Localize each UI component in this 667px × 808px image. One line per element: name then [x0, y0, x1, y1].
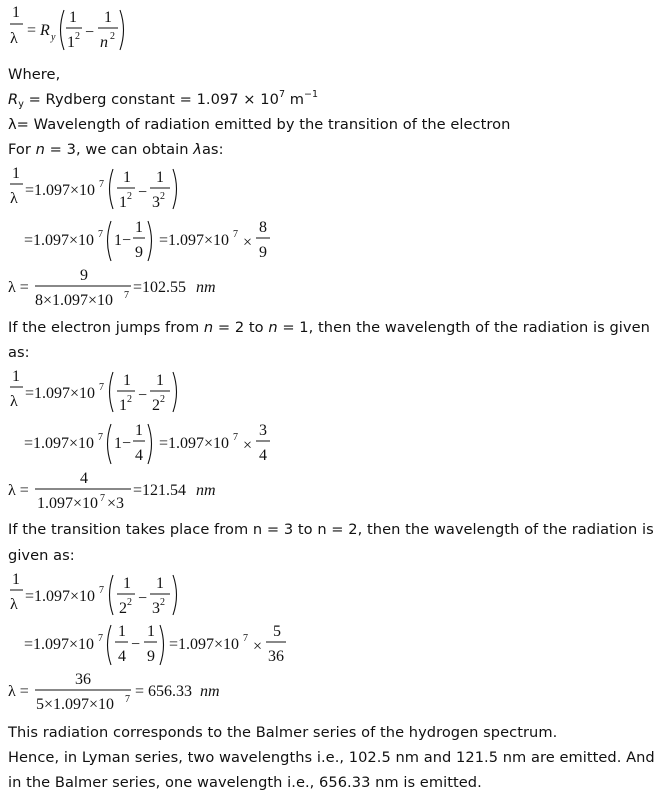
eq4a-exp: 7 — [99, 585, 104, 596]
eq3a-rparen — [173, 372, 177, 412]
n3-pre: For — [8, 141, 36, 158]
eq2b-rden: 9 — [259, 244, 267, 261]
eq4b-minus: − — [131, 636, 141, 653]
rydberg-formula — [0, 0, 200, 60]
eq2b-fnum: 1 — [135, 219, 143, 236]
eq4c-num: 36 — [75, 671, 91, 688]
transition-line2: given as: — [8, 547, 75, 564]
ry-subscript: y — [18, 99, 24, 110]
eq2a-f2-den: 3 — [152, 194, 160, 211]
eq1-left-paren — [61, 10, 65, 50]
eq3b-exp2: 7 — [233, 432, 238, 443]
n3-intro — [8, 138, 224, 161]
jump-mid: = 2 to — [213, 319, 269, 336]
eq4b-lparen — [108, 625, 112, 665]
eq4a-rparen — [173, 575, 177, 615]
eq3c-num: 4 — [80, 470, 88, 487]
eq2a-f1-den: 1 — [119, 194, 127, 211]
eq2a-coef: =1.097×10 — [25, 182, 96, 199]
eq3a-lambda: λ — [10, 393, 18, 410]
eq4b-exp: 7 — [98, 633, 103, 644]
eq2a-f1-exp: 2 — [127, 191, 132, 202]
eq2c-result: =102.55 — [133, 279, 187, 296]
eq4b-rparen — [160, 625, 164, 665]
eq4a-f1-num: 1 — [123, 575, 131, 592]
eq1-right-paren — [120, 10, 124, 50]
eq3a-f2-den: 2 — [152, 397, 160, 414]
eq2-result — [0, 265, 240, 310]
eq3a-f1-num: 1 — [123, 372, 131, 389]
eq4b-coef: =1.097×10 — [24, 636, 95, 653]
eq3c-den: 1.097×10 — [37, 495, 99, 512]
eq4-result — [0, 669, 240, 714]
eq2c-lambda: λ = — [8, 279, 29, 296]
eq2c-den-exp: 7 — [124, 290, 129, 301]
eq3b-rden: 4 — [259, 447, 267, 464]
eq3b-times: × — [243, 437, 253, 454]
eq1-equals: = — [27, 22, 37, 39]
lambda-definition: λ= Wavelength of radiation emitted by the transition of the electron — [8, 116, 511, 133]
eq4b-rnum: 5 — [273, 623, 281, 640]
eq2a-f2-num: 1 — [156, 169, 164, 186]
eq1-numerator: 1 — [12, 4, 20, 21]
eq3c-den-exp: 7 — [100, 493, 105, 504]
eq2b-exp2: 7 — [233, 229, 238, 240]
eq2b-fden: 9 — [135, 244, 143, 261]
eq2b-rparen — [148, 221, 152, 261]
conclusion-line2: in the Balmer series, one wavelength i.e., 656.33 nm is emitted. — [8, 774, 482, 791]
eq3a-num: 1 — [12, 368, 20, 385]
eq2b-minus: − — [122, 232, 132, 249]
eq2b-one: 1 — [114, 232, 122, 249]
eq3c-result: =121.54 — [133, 482, 187, 499]
jump-post: = 1, then the wavelength of the radiation is given — [277, 319, 650, 336]
eq4a-coef: =1.097×10 — [25, 588, 96, 605]
eq2-line2 — [0, 217, 290, 265]
eq4a-f2-num: 1 — [156, 575, 164, 592]
eq3a-exp: 7 — [99, 382, 104, 393]
eq3c-lambda: λ = — [8, 482, 29, 499]
eq2c-num: 9 — [80, 267, 88, 284]
eq4b-p-den: 4 — [118, 648, 126, 665]
eq2a-f2-exp: 2 — [160, 191, 165, 202]
eq2c-unit: nm — [196, 279, 216, 296]
eq4b-coef2: =1.097×10 — [169, 636, 240, 653]
eq1-f1-num: 1 — [69, 9, 77, 26]
eq4a-f2-exp: 2 — [160, 597, 165, 608]
eq4c-den-exp: 7 — [125, 694, 130, 705]
jump-line1 — [8, 316, 650, 339]
eq3b-fden: 4 — [135, 447, 143, 464]
ry-symbol: R — [8, 91, 19, 108]
eq3c-den-post: ×3 — [107, 495, 125, 512]
eq3a-coef: =1.097×10 — [25, 385, 96, 402]
eq2-line1 — [0, 163, 220, 215]
ry-definition: = Rydberg constant = 1.097 × 10 — [23, 91, 279, 108]
eq3-line2 — [0, 420, 290, 468]
where-label: Where, — [8, 66, 61, 83]
eq4c-result: = 656.33 — [135, 683, 193, 700]
eq3b-minus: − — [122, 435, 132, 452]
n3-post: as: — [201, 141, 224, 158]
eq2c-den: 8×1.097×10 — [35, 292, 114, 309]
eq2a-minus: − — [138, 184, 148, 201]
ry-unit-exponent: −1 — [304, 89, 319, 100]
eq4-line1 — [0, 569, 220, 621]
eq2a-f1-num: 1 — [123, 169, 131, 186]
eq3a-f1-exp: 2 — [127, 394, 132, 405]
eq1-R-sub: y — [51, 32, 56, 43]
eq2a-exp: 7 — [99, 179, 104, 190]
eq1-f1-den: 1 — [67, 34, 75, 51]
eq3a-f2-num: 1 — [156, 372, 164, 389]
eq4-line2 — [0, 621, 300, 669]
eq3b-coef2: =1.097×10 — [159, 435, 230, 452]
eq1-f2-exp: 2 — [110, 31, 115, 42]
eq3b-rnum: 3 — [259, 422, 267, 439]
eq4b-rden: 36 — [268, 648, 284, 665]
eq3b-exp: 7 — [98, 432, 103, 443]
eq1-R: R — [40, 22, 50, 39]
eq3b-one: 1 — [114, 435, 122, 452]
eq2a-rparen — [173, 169, 177, 209]
jump-n2: n — [268, 319, 278, 336]
eq3a-f2-exp: 2 — [160, 394, 165, 405]
eq4b-exp2: 7 — [243, 633, 248, 644]
eq3a-lparen — [110, 372, 114, 412]
eq3c-unit: nm — [196, 482, 216, 499]
eq1-lambda: λ — [10, 30, 18, 47]
jump-line2: as: — [8, 344, 30, 361]
eq3a-minus: − — [138, 387, 148, 404]
n3-lambda: λ — [193, 141, 202, 158]
transition-line1: If the transition takes place from n = 3 to n = 2, then the wavelength of the radiation is — [8, 521, 654, 538]
eq4a-num: 1 — [12, 571, 20, 588]
eq2b-exp: 7 — [98, 229, 103, 240]
eq4a-f1-exp: 2 — [127, 597, 132, 608]
eq4c-lambda: λ = — [8, 683, 29, 700]
eq3a-f1-den: 1 — [119, 397, 127, 414]
balmer-statement: This radiation corresponds to the Balmer series of the hydrogen spectrum. — [8, 724, 558, 741]
ry-unit: m — [285, 91, 305, 108]
eq3b-rparen — [148, 424, 152, 464]
eq2b-times: × — [243, 234, 253, 251]
eq2b-coef2: =1.097×10 — [159, 232, 230, 249]
eq3b-fnum: 1 — [135, 422, 143, 439]
eq4b-times: × — [253, 638, 263, 655]
eq4b-p-num: 1 — [118, 623, 126, 640]
n3-n: n — [35, 141, 45, 158]
eq1-minus: − — [85, 24, 95, 41]
eq2b-coef: =1.097×10 — [24, 232, 95, 249]
eq2a-lparen — [110, 169, 114, 209]
eq3-result — [0, 468, 240, 513]
eq2a-num: 1 — [12, 165, 20, 182]
eq3b-lparen — [108, 424, 112, 464]
eq4a-f2-den: 3 — [152, 600, 160, 617]
ry-exponent: 7 — [278, 89, 286, 100]
n3-mid: = 3, we can obtain — [44, 141, 194, 158]
eq1-f2-num: 1 — [104, 9, 112, 26]
eq4b-q-den: 9 — [147, 648, 155, 665]
eq4a-lambda: λ — [10, 596, 18, 613]
eq4b-q-num: 1 — [147, 623, 155, 640]
eq4a-lparen — [110, 575, 114, 615]
eq4c-unit: nm — [200, 683, 220, 700]
eq3b-coef: =1.097×10 — [24, 435, 95, 452]
eq2a-lambda: λ — [10, 190, 18, 207]
eq4a-f1-den: 2 — [119, 600, 127, 617]
conclusion-line1: Hence, in Lyman series, two wavelengths i.e., 102.5 nm and 121.5 nm are emitted. And — [8, 749, 655, 766]
eq3-line1 — [0, 366, 220, 418]
jump-pre: If the electron jumps from — [8, 319, 204, 336]
rydberg-constant-line — [8, 88, 318, 111]
eq1-f1-exp: 2 — [75, 31, 80, 42]
eq4c-den: 5×1.097×10 — [36, 696, 115, 713]
eq1-f2-den: n — [100, 34, 108, 51]
eq4a-minus: − — [138, 590, 148, 607]
eq2b-rnum: 8 — [259, 219, 267, 236]
jump-n1: n — [203, 319, 214, 336]
eq2b-lparen — [108, 221, 112, 261]
